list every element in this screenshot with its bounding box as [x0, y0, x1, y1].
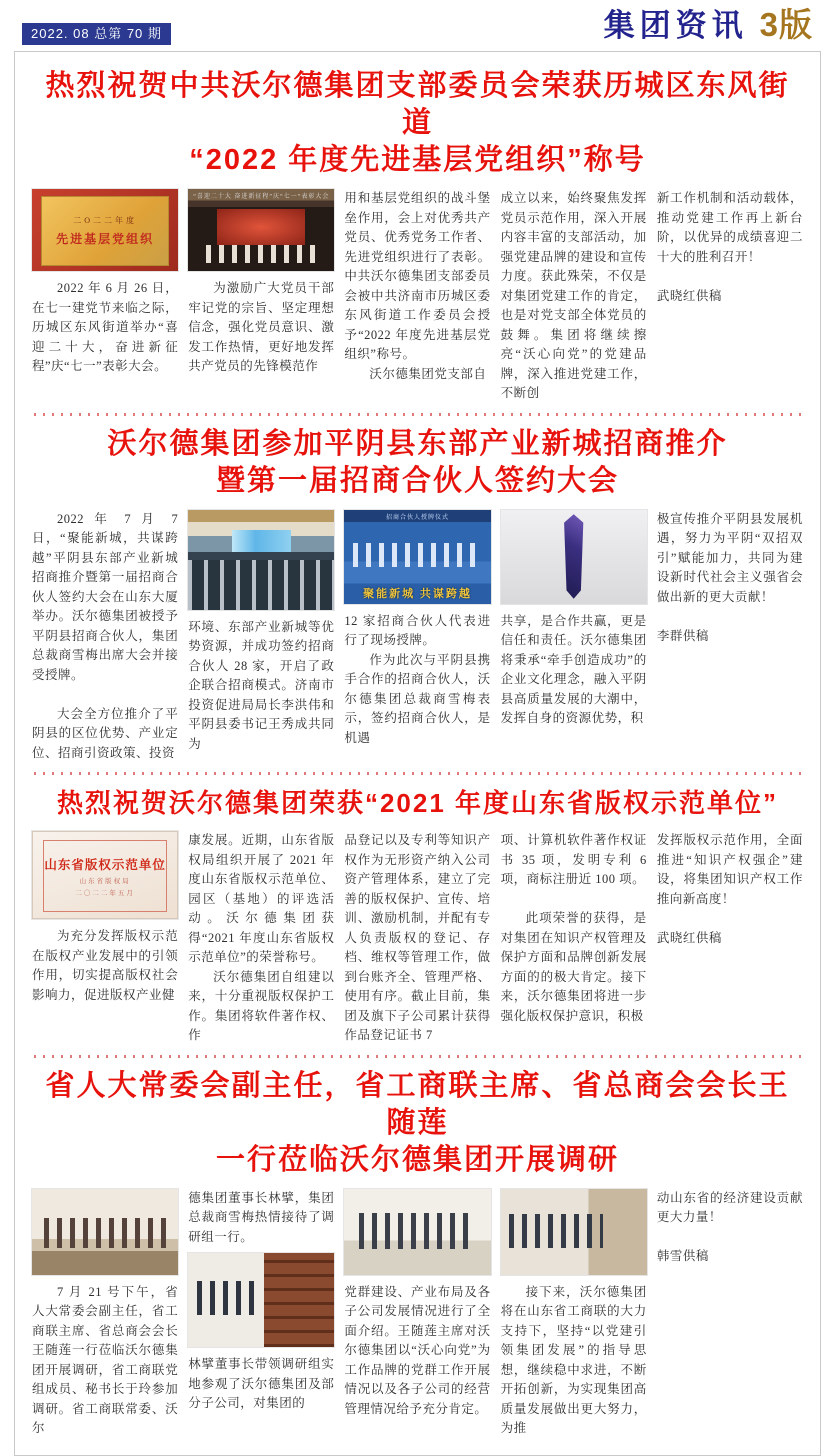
column	[501, 831, 647, 1046]
newspaper-sheet	[14, 51, 821, 1456]
paragraph: 极宣传推介平阴县发展机遇，努力为平阴“双招双引”赋能加力，共同为建设新时代社会主义强省会做出新的更大贡献！	[656, 511, 804, 604]
page-header	[0, 0, 835, 51]
column	[344, 1189, 490, 1439]
paragraph: 用和基层党组织的战斗堡垒作用，会上对优秀共产党员、优秀党务工作者、先进党组织进行了表彰。中共沃尔德集团支部委员会被中共济南市历城区委东风街道工作委员会授予“2022 年度先进基层党组织”称号。	[344, 191, 491, 361]
ceremony-banner-text: “喜迎二十大 奋进新征程”庆“七一”表彰大会	[193, 194, 330, 200]
paragraph: 沃尔德集团党支部自	[369, 366, 487, 381]
certificate-date-text: 二〇二二年五月	[75, 890, 135, 897]
paragraph: 德集团董事长林擘，集团总裁商雪梅热情接待了调研组一行。	[188, 1190, 335, 1244]
paragraph: 2022 年 7 月 7 日，“聚能新城，共谋跨越”平阴县东部产业新城招商推介暨第一届招商合伙人签约大会在山东大厦举办。沃尔德集团被授予平阴县招商合伙人，集团总裁商雪梅出席大会并接受授牌。	[32, 511, 179, 682]
column	[188, 510, 334, 764]
stage-top-banner-text: 招商合伙人授牌仪式	[386, 514, 450, 521]
article-copyright-award	[32, 785, 803, 1046]
bookshelf-shelves	[264, 1253, 334, 1347]
party-certificate-photo	[32, 189, 178, 271]
paragraph: 接下来，沃尔德集团将在山东省工商联的大力支持下，坚持“以党建引领集团发展”的指导思想，继续稳中求进，不断开拓创新，为实现集团高质量发展做出更大努力，为推	[500, 1284, 647, 1435]
column	[501, 1189, 647, 1439]
paragraph: 为激励广大党员干部牢记党的宗旨、坚定理想信念，强化党员意识、激发工作热情，更好地发挥共产党员的先锋模范作	[188, 281, 335, 373]
certificate-frame	[41, 196, 169, 266]
masthead-group	[604, 0, 813, 46]
headline-line1: 热烈祝贺中共沃尔德集团支部委员会荣获历城区东风街道	[45, 70, 790, 139]
certificate-title-text: 山东省版权示范单位	[44, 858, 166, 872]
headline-line2: “2022 年度先进基层党组织”称号	[189, 144, 646, 176]
certificate-title-text: 先进基层党组织	[56, 232, 155, 246]
article-party-award	[32, 68, 803, 404]
paragraph: 党群建设、产业布局及各子公司发展情况进行了全面介绍。王随莲主席对沃尔德集团以“沃心向党”为工作品牌的党群工作开展情况以及各子公司的经营管理情况给予充分肯定。	[344, 1284, 491, 1416]
column	[657, 510, 803, 764]
headline-line1: 热烈祝贺沃尔德集团荣获“2021 年度山东省版权示范单位”	[56, 788, 779, 818]
column	[501, 510, 647, 764]
headline-line1: 沃尔德集团参加平阴县东部产业新城招商推介	[107, 427, 728, 460]
paragraph: 项、计算机软件著作权证书 35 项，发明专利 6 项，商标注册近 100 项。	[500, 833, 647, 886]
paragraph: 7 月 21 号下午，省人大常委会副主任，省工商联主席、省总商会会长王随莲一行莅临沃尔德集团开展调研，省工商联党组成员、秘书长于玲参加调研。省工商联常委、沃尔	[32, 1284, 179, 1435]
dotted-separator	[34, 772, 801, 775]
library-visit-photo	[188, 1253, 334, 1347]
article-columns	[32, 831, 803, 1046]
article-headline	[32, 785, 803, 821]
trophy-photo	[501, 510, 647, 604]
masthead-title: 集团资讯	[603, 8, 748, 43]
trophy-shape	[559, 514, 589, 599]
article-leader-visit	[32, 1068, 803, 1439]
conference-hall-photo	[188, 510, 334, 610]
paragraph: 2022 年 6 月 26 日，在七一建党节来临之际，历城区东风街道举办“喜迎二十大，奋进新征程”庆“七一”表彰大会。	[32, 281, 179, 373]
paragraph: 12 家招商合伙人代表进行了现场授牌。	[344, 613, 491, 647]
article-headline	[32, 426, 803, 500]
column	[32, 510, 178, 764]
audience-silhouettes	[188, 560, 334, 610]
article-columns	[32, 510, 803, 764]
lobby-group-photo	[32, 1189, 178, 1275]
certificate-issuer-text: 山东省版权局	[79, 878, 131, 885]
paragraph: 作为此次与平阴县携手合作的招商合伙人，沃尔德集团总裁商雪梅表示，签约招商合伙人，是机遇	[344, 652, 491, 745]
paragraph: 为充分发挥版权示范在版权产业发展中的引领作用，切实提高版权社会影响力，促进版权产业健	[32, 929, 179, 1002]
column	[501, 189, 647, 404]
dotted-separator	[34, 1055, 801, 1058]
column	[188, 189, 334, 404]
people-silhouettes	[509, 1214, 603, 1248]
column	[32, 1189, 178, 1439]
paragraph: 环境、东部产业新城等优势资源，并成功签约招商合伙人 28 家，开启了政企联合招商模式。济南市投资促进局局长李洪伟和平阴县委书记王秀成共同为	[188, 619, 335, 751]
byline: 韩雪供稿	[656, 1249, 709, 1263]
paragraph: 新工作机制和活动载体，推动党建工作再上新台阶，以优异的成绩喜迎二十大的胜利召开！	[656, 191, 804, 264]
paragraph: 共享，是合作共赢，更是信任和责任。沃尔德集团将秉承“牵手创造成功”的企业文化理念，融入平阴县高质量发展的大潮中，发挥自身的资源优势，积	[500, 613, 647, 725]
paragraph: 沃尔德集团自组建以来，十分重视版权保护工作。集团将软件著作权、作	[188, 969, 335, 1042]
people-silhouettes	[206, 245, 317, 263]
dotted-separator	[34, 413, 801, 416]
column	[657, 1189, 803, 1439]
hall-screen	[232, 530, 290, 552]
headline-line2: 一行莅临沃尔德集团开展调研	[215, 1143, 619, 1176]
copyright-certificate-photo	[32, 831, 178, 919]
article-columns	[32, 1189, 803, 1439]
column	[188, 1189, 334, 1439]
paragraph: 动山东省的经济建设贡献更大力量！	[656, 1190, 804, 1224]
column	[32, 189, 178, 404]
paragraph: 成立以来，始终聚焦发挥党员示范作用，深入开展内容丰富的支部活动，加强党建品牌的建设和宣传力度。获此殊荣，不仅是对集团党建工作的肯定，也是对党支部全体党员的鼓舞。集团将继续擦亮“沃心向党”的党建品牌，深入推进党建工作，不断创	[500, 191, 647, 400]
article-columns	[32, 189, 803, 404]
people-silhouettes	[197, 1281, 255, 1315]
column	[344, 831, 490, 1046]
paragraph: 大会全方位推介了平阴县的区位优势、产业定位、招商引资政策、投资	[32, 706, 179, 760]
paragraph: 康发展。近期，山东省版权局组织开展了 2021 年度山东省版权示范单位、园区（基地）的评选活动。沃尔德集团获得“2021 年度山东省版权示范单位”的荣誉称号。	[188, 833, 335, 964]
column	[344, 189, 490, 404]
headline-line1: 省人大常委会副主任，省工商联主席、省总商会会长王随莲	[45, 1069, 790, 1139]
column	[344, 510, 490, 764]
byline: 武晓红供稿	[656, 288, 722, 303]
byline: 武晓红供稿	[656, 930, 722, 945]
stage-screen	[217, 209, 305, 245]
office-tour-photo	[344, 1189, 490, 1275]
column	[657, 831, 803, 1046]
paragraph: 此项荣誉的获得，是对集团在知识产权管理及保护方面和品牌创新发展方面的的极大肯定。接下来，沃尔德集团将进一步强化版权保护意识，积极	[500, 911, 647, 1023]
column	[32, 831, 178, 1046]
people-silhouettes	[359, 1213, 476, 1249]
column	[657, 189, 803, 404]
people-silhouettes	[44, 1218, 167, 1248]
column	[188, 831, 334, 1046]
byline: 李群供稿	[656, 628, 709, 643]
certificate-year-text: 二O二二年度	[73, 216, 137, 225]
award-ceremony-photo	[188, 189, 334, 271]
people-silhouettes	[353, 543, 482, 567]
article-headline	[32, 68, 803, 179]
paragraph: 发挥版权示范作用，全面推进“知识产权强企”建设，将集团知识产权工作推向新高度！	[656, 833, 804, 906]
article-pingyin-investment	[32, 426, 803, 764]
page-number: 3版	[759, 6, 813, 43]
headline-line2: 暨第一届招商合伙人签约大会	[215, 464, 619, 497]
certificate-frame	[43, 840, 167, 912]
stage-slogan-text: 聚能新城 共谋跨越	[363, 587, 472, 600]
partner-awarding-stage-photo	[344, 510, 490, 604]
paragraph: 林擘董事长带领调研组实地参观了沃尔德集团及部分子公司，对集团的	[188, 1357, 335, 1410]
article-headline	[32, 1068, 803, 1179]
issue-badge: 2022. 08 总第 70 期	[22, 23, 171, 45]
exhibition-wall-photo	[501, 1189, 647, 1275]
paragraph: 品登记以及专利等知识产权作为无形资产纳入公司资产管理体系，建立了完善的版权保护、宣传、培训、激励机制，并配有专人负责版权的登记、存档、维权等管理工作，做到台账齐全、管理严格、使用有序。截止目前，集团及旗下子公司累计获得作品登记证书 7	[344, 833, 491, 1042]
